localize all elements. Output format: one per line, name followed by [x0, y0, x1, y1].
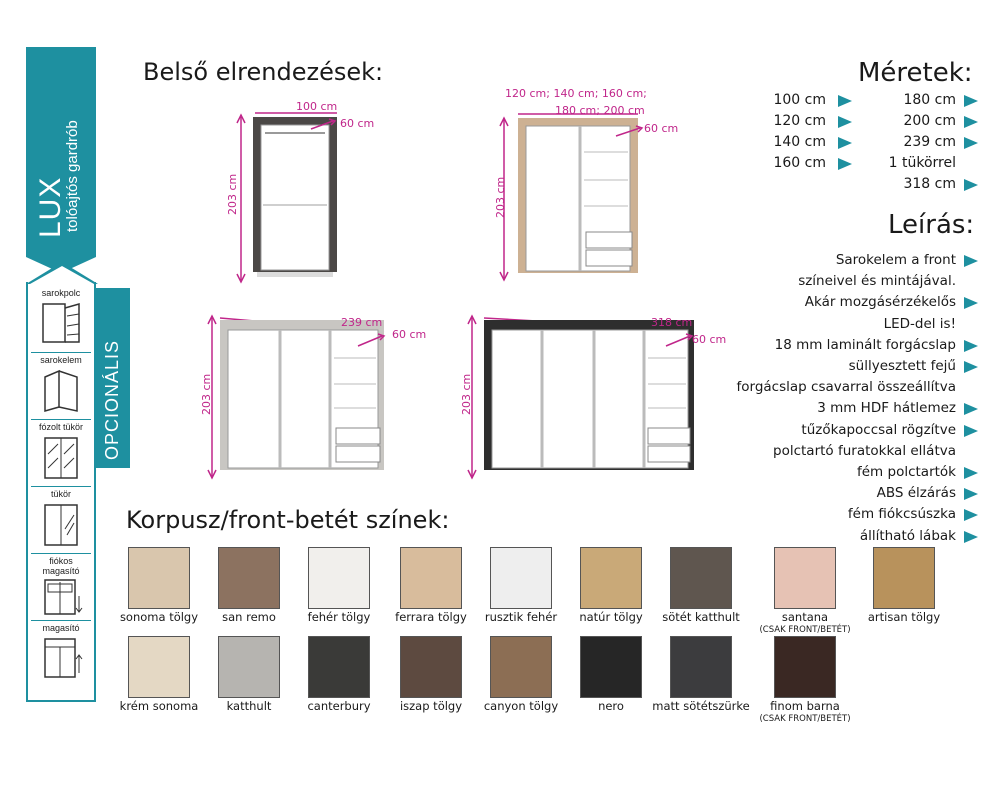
- color-swatch: [873, 547, 935, 609]
- size-bullet-icon: [838, 116, 852, 128]
- color-swatch-note: (CSAK FRONT/BETÉT): [759, 625, 851, 635]
- wardrobe-239-width: 239 cm: [341, 316, 383, 329]
- description-bullet-icon: [964, 361, 978, 373]
- extension-icon: [39, 635, 83, 681]
- description-bullet-icon: [964, 488, 978, 500]
- description-bullet-icon: [964, 531, 978, 543]
- color-swatch: [218, 636, 280, 698]
- color-swatch: [400, 636, 462, 698]
- color-swatch-name: natúr tölgy: [579, 610, 643, 624]
- color-swatch: [308, 636, 370, 698]
- description-line: süllyesztett fejű: [848, 358, 956, 374]
- size-right-4: 318 cm: [903, 176, 956, 192]
- wardrobe-100-depth: 60 cm: [340, 117, 375, 130]
- wardrobe-200-drawing: [490, 110, 680, 290]
- wardrobe-239-depth: 60 cm: [392, 328, 427, 341]
- optional-item-label: sarokelem: [40, 355, 82, 365]
- optional-item-sandblasted-mirror: [31, 420, 91, 487]
- description-line: színeivel és mintájával.: [798, 273, 956, 290]
- color-swatch-name: matt sötétszürke: [652, 699, 750, 713]
- brand-title: LUX: [34, 176, 67, 238]
- description-bullet-icon: [964, 297, 978, 309]
- color-swatch-name: san remo: [222, 610, 276, 624]
- description-line: polctartó furatokkal ellátva: [773, 442, 956, 459]
- drawer-extension-icon: [39, 578, 83, 618]
- description-line: Akár mozgásérzékelős: [804, 294, 956, 311]
- wardrobe-200-depth: 60 cm: [644, 122, 679, 135]
- description-bullet-icon: [964, 425, 978, 437]
- description-line: fém fiókcsúszka: [847, 506, 956, 523]
- color-swatch: [308, 547, 370, 609]
- description-line: Sarokelem a front: [835, 252, 956, 268]
- optional-item-label: sarokpolc: [41, 288, 81, 298]
- color-swatch-note: (CSAK FRONT/BETÉT): [759, 714, 851, 724]
- corner-element-icon: [39, 367, 83, 413]
- brand-subtitle: tolóajtós gardrób: [64, 120, 81, 232]
- size-right-2: 239 cm: [903, 134, 956, 150]
- color-swatch-name: sonoma tölgy: [119, 610, 199, 624]
- optional-item-mirror: [31, 487, 91, 554]
- wardrobe-200-height: 203 cm: [494, 176, 507, 218]
- optional-item-drawer-extension: [31, 554, 91, 621]
- wardrobe-100-height: 203 cm: [226, 173, 239, 215]
- description-line: forgácslap csavarral összeállítva: [736, 379, 956, 396]
- color-swatch: [670, 636, 732, 698]
- color-swatch: [400, 547, 462, 609]
- color-swatch-name: santana: [781, 610, 829, 624]
- size-bullet-icon: [964, 137, 978, 149]
- color-swatch-name: artisan tölgy: [867, 610, 941, 624]
- color-swatch: [218, 547, 280, 609]
- description-line: tűzőkapoccsal rögzítve: [801, 421, 956, 438]
- wardrobe-100-width: 100 cm: [296, 100, 338, 113]
- color-swatch: [490, 547, 552, 609]
- wardrobe-200-width-line1: 120 cm; 140 cm; 160 cm;: [505, 87, 647, 100]
- color-swatch: [128, 547, 190, 609]
- description-bullet-icon: [964, 255, 978, 267]
- wardrobe-318-drawing: [458, 310, 708, 485]
- size-bullet-icon: [964, 116, 978, 128]
- wardrobe-239-height: 203 cm: [200, 373, 213, 415]
- optional-item-label: magasító: [42, 623, 80, 633]
- color-swatch-name: nero: [598, 699, 624, 713]
- optional-item-corner-element: [31, 353, 91, 420]
- color-swatch-name: canyon tölgy: [483, 699, 559, 713]
- wardrobe-318-width: 318 cm: [651, 316, 693, 329]
- size-bullet-icon: [838, 95, 852, 107]
- color-swatch: [670, 547, 732, 609]
- description-line: ABS élzárás: [876, 485, 956, 502]
- description-bullet-icon: [964, 403, 978, 415]
- description-line: LED-del is!: [883, 315, 956, 332]
- mirror-icon: [39, 501, 83, 547]
- size-right-3: 1 tükörrel: [888, 155, 956, 171]
- wardrobe-239-drawing: [198, 310, 408, 485]
- corner-shelf-icon: [39, 300, 83, 346]
- color-swatch-name: katthult: [226, 699, 272, 713]
- description-bullet-icon: [964, 467, 978, 479]
- color-swatch-name: sötét katthult: [662, 610, 740, 624]
- wardrobe-318-height: 203 cm: [460, 373, 473, 415]
- optional-item-label: fózolt tükör: [38, 422, 84, 432]
- description-line: 18 mm laminált forgácslap: [774, 336, 956, 353]
- optional-label: OPCIONÁLIS: [102, 339, 122, 460]
- description-line: fém polctartók: [857, 464, 956, 480]
- size-right-0: 180 cm: [903, 92, 956, 108]
- description-bullet-icon: [964, 509, 978, 521]
- description-line: állítható lábak: [859, 527, 956, 544]
- color-swatch: [774, 636, 836, 698]
- color-swatch: [490, 636, 552, 698]
- wardrobe-318-depth: 60 cm: [692, 333, 727, 346]
- optional-item-extension: [31, 621, 91, 687]
- color-swatch: [580, 547, 642, 609]
- color-swatch: [774, 547, 836, 609]
- optional-item-label: fiókos magasító: [42, 556, 80, 576]
- color-swatch-name: iszap tölgy: [399, 699, 463, 713]
- size-right-1: 200 cm: [903, 113, 956, 129]
- description-line: 3 mm HDF hátlemez: [817, 400, 956, 417]
- wardrobe-200-width-line2: 180 cm; 200 cm: [555, 104, 645, 117]
- color-swatch-name: ferrara tölgy: [395, 610, 467, 624]
- size-left-0: 100 cm: [773, 92, 826, 108]
- color-swatch-name: finom barna: [770, 699, 840, 713]
- size-bullet-icon: [838, 158, 852, 170]
- size-left-3: 160 cm: [773, 155, 826, 171]
- layouts-heading: Belső elrendezések:: [143, 58, 384, 86]
- size-left-2: 140 cm: [773, 134, 826, 150]
- optional-item-corner-shelf: [31, 286, 91, 353]
- sizes-heading: Méretek:: [858, 58, 973, 88]
- color-swatch: [580, 636, 642, 698]
- size-bullet-icon: [838, 137, 852, 149]
- color-swatch-name: canterbury: [307, 699, 371, 713]
- color-swatch-name: rusztik fehér: [484, 610, 558, 624]
- sandblasted-mirror-icon: [39, 434, 83, 480]
- description-bullet-icon: [964, 340, 978, 352]
- color-swatch-name: fehér tölgy: [307, 610, 371, 624]
- description-heading: Leírás:: [888, 210, 975, 240]
- color-swatch-name: krém sonoma: [119, 699, 199, 713]
- size-left-1: 120 cm: [773, 113, 826, 129]
- colors-heading: Korpusz/front-betét színek:: [126, 506, 450, 534]
- color-swatch: [128, 636, 190, 698]
- size-bullet-icon: [964, 95, 978, 107]
- optional-item-label: tükör: [50, 489, 71, 499]
- size-bullet-icon: [964, 179, 978, 191]
